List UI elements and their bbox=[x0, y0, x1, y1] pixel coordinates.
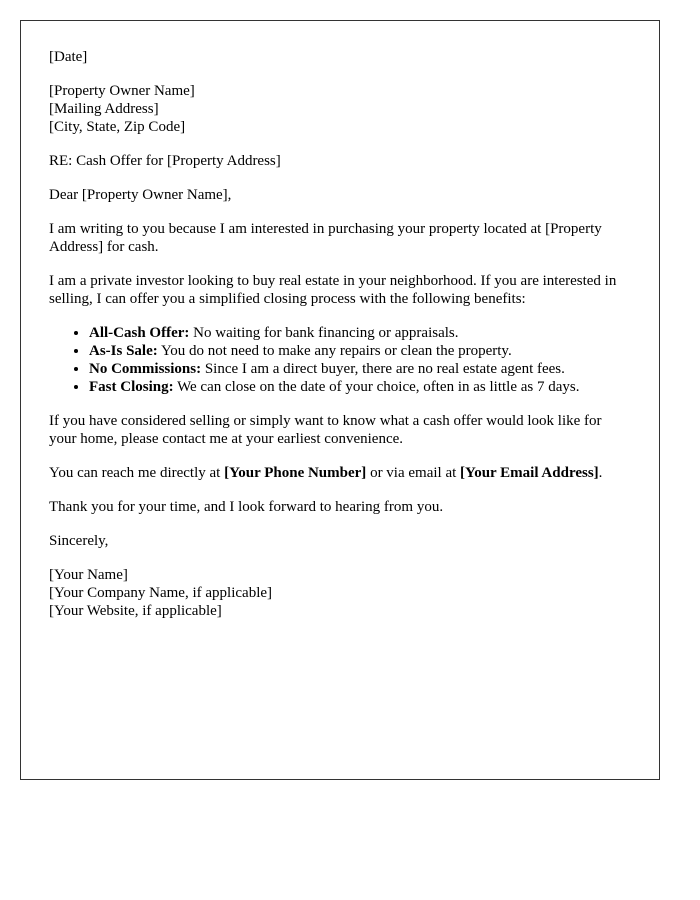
signature-website: [Your Website, if applicable] bbox=[49, 603, 222, 619]
subject-line: RE: Cash Offer for [Property Address] bbox=[49, 153, 281, 169]
signature-name: [Your Name] bbox=[49, 567, 128, 583]
contact-phone: [Your Phone Number] bbox=[224, 465, 367, 481]
signature-company: [Your Company Name, if applicable] bbox=[49, 585, 273, 601]
benefit-text: Since I am a direct buyer, there are no real estate agent fees. bbox=[201, 361, 565, 377]
recipient-name: [Property Owner Name] bbox=[49, 83, 195, 99]
pitch-paragraph: I am a private investor looking to buy real estate in your neighborhood. If you are interested in selling, I can offer you a simplified closing process with the following benefits: bbox=[49, 273, 617, 307]
contact-prefix: You can reach me directly at bbox=[49, 465, 225, 481]
benefit-text: No waiting for bank financing or appraisals. bbox=[189, 325, 459, 341]
contact-suffix: . bbox=[598, 465, 603, 481]
letter-date: [Date] bbox=[49, 49, 88, 65]
benefit-item-no-commissions bbox=[89, 360, 631, 378]
benefits-list bbox=[49, 324, 631, 396]
benefit-title: As-Is Sale: bbox=[89, 343, 158, 359]
benefit-item-all-cash bbox=[89, 324, 631, 342]
benefit-item-fast-closing bbox=[89, 378, 631, 396]
contact-middle: or via email at bbox=[366, 465, 461, 481]
recipient-mailing-address: [Mailing Address] bbox=[49, 101, 159, 117]
salutation: Dear [Property Owner Name], bbox=[49, 187, 232, 203]
benefit-item-as-is bbox=[89, 342, 631, 360]
benefit-text: You do not need to make any repairs or clean the property. bbox=[157, 343, 512, 359]
benefit-title: All-Cash Offer: bbox=[89, 325, 190, 341]
benefit-title: Fast Closing: bbox=[89, 379, 174, 395]
closing: Sincerely, bbox=[49, 533, 109, 549]
signature-block bbox=[49, 566, 631, 620]
intro-paragraph: I am writing to you because I am interested in purchasing your property located at [Property Address] for cash. bbox=[49, 221, 602, 255]
benefit-title: No Commissions: bbox=[89, 361, 202, 377]
benefit-text: We can close on the date of your choice, often in as little as 7 days. bbox=[173, 379, 580, 395]
contact-paragraph bbox=[49, 464, 631, 482]
recipient-address-block bbox=[49, 82, 631, 136]
thanks-paragraph: Thank you for your time, and I look forward to hearing from you. bbox=[49, 499, 444, 515]
contact-email: [Your Email Address] bbox=[460, 465, 599, 481]
letter-page bbox=[20, 20, 660, 780]
recipient-city-state-zip: [City, State, Zip Code] bbox=[49, 119, 186, 135]
consider-paragraph: If you have considered selling or simply want to know what a cash offer would look like for your home, please contact me at your earliest convenience. bbox=[49, 413, 602, 447]
